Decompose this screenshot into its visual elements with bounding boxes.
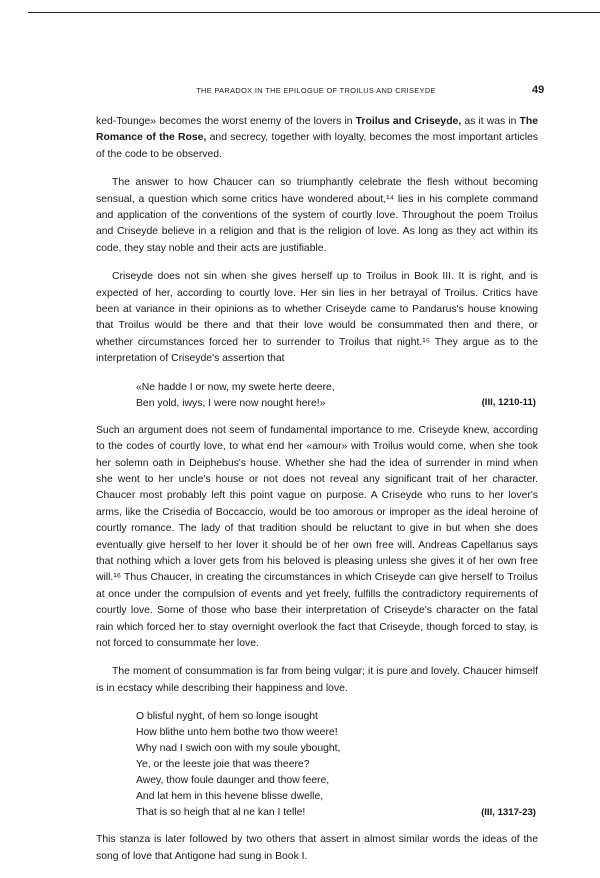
paragraph-1 <box>96 114 538 163</box>
page-number: 49 <box>532 84 545 96</box>
paragraph-1-text-c: as it was in <box>461 116 520 127</box>
verse-line: Awey, thow foule daunger and thow feere, <box>136 775 330 787</box>
title-romance-of-the-rose: The Romance of the Rose, <box>96 116 539 144</box>
verse-line: O blisful nyght, of hem so longe isought <box>136 711 318 723</box>
paragraph-5: The moment of consummation is far from being vulgar; it is pure and lovely. Chaucer himself is in ecstacy while describing their happiness and love. <box>96 666 538 694</box>
verse-line: How blithe unto hem bothe two thow weere! <box>136 727 338 739</box>
verse-quote-2-reference: (III, 1317-23) <box>481 806 536 818</box>
paragraph-3: Criseyde does not sin when she gives herself up to Troilus in Book III. It is right, and is expected of her, according to courtly love. Her sin lies in her betrayal of Troilus. Critics have been at variance in their opinions as to whether Criseyde came to Pandarus's house knowing that Troilus would be there and that their love would be consummated then and there, or whether circumstances forced her to surrender to Troilus that night.¹⁵ They argue as to the interpretation of Criseyde's assertion that <box>96 271 538 365</box>
verse-quote-1-lines <box>136 380 335 412</box>
paragraph-4: Such an argument does not seem of fundamental importance to me. Criseyde knew, according to the codes of courtly love, to what end her «amour» with Troilus would come, when she took her solemn oath in Deiphebus's house. Whether she had the idea of surrender in mind when she went to her uncle's house or not does not reveal any significant trait of her character. Chaucer most probably left this point vague on purpose. A Criseyde who runs to her lover's arms, like the Crisedia of Boccaccio, would be too amorous or improper as the ideal heroine of courtly romance. The lady of that tradition should be reluctant to give in but when she does eventually give herself to her lover it should be of her own free will. Andreas Capellanus says that nothing which a lover gets from his beloved is pleasing unless she gives it of her own free will.¹⁶ Thus Chaucer, in creating the circumstances in which Criseyde can give herself to Troilus at once under the compulsion of events and yet freely, fulfills the contradictory requirements of courtly love. Some of those who base their interpretation of Criseyde's character on the fatal rain which forced her to stay overnight overlook the fact that Criseyde, though forced to stay, is not forced to consummate her love. <box>96 424 538 649</box>
verse-line: That is so heigh that al ne kan I telle! <box>136 807 306 819</box>
verse-quote-2 <box>96 709 538 821</box>
paragraph-1-text-e: and secrecy, together with loyalty, becomes the most important articles of the code to be observed. <box>96 132 539 160</box>
top-rule <box>28 12 600 13</box>
verse-quote-1-reference: (III, 1210-11) <box>481 397 536 409</box>
running-head: THE PARADOX IN THE EPILOGUE OF TROILUS AND CRISEYDE <box>196 86 436 95</box>
body-text <box>96 114 538 877</box>
verse-line: Why nad I swich oon with my soule ybought, <box>136 743 341 755</box>
verse-quote-1 <box>96 380 538 412</box>
verse-line: Ben yold, iwys, I were now nought here!» <box>136 397 326 409</box>
verse-quote-2-lines <box>136 709 340 821</box>
title-troilus-and-criseyde: Troilus and Criseyde, <box>355 116 462 127</box>
paragraph-6: This stanza is later followed by two others that assert in almost similar words the ideas of the song of love that Antigone had sung in Book I. <box>96 834 538 862</box>
paragraph-2: The answer to how Chaucer can so triumphantly celebrate the flesh without becoming sensual, a question which some critics have wondered about,¹⁴ lies in his complete command and application of the conventions of the system of courtly love. Throughout the poem Troilus and Criseyde believe in a religion and that is the religion of love. As long as they act within its code, they stay noble and their acts are justifiable. <box>96 177 538 254</box>
verse-line: And lat hem in this hevene blisse dwelle, <box>136 791 324 803</box>
paragraph-1-text-a: ked-Tounge» becomes the worst enemy of the lovers in <box>96 116 356 127</box>
verse-line: Ye, or the leeste joie that was theere? <box>136 759 310 771</box>
verse-line: «Ne hadde I or now, my swete herte deere, <box>136 381 335 393</box>
